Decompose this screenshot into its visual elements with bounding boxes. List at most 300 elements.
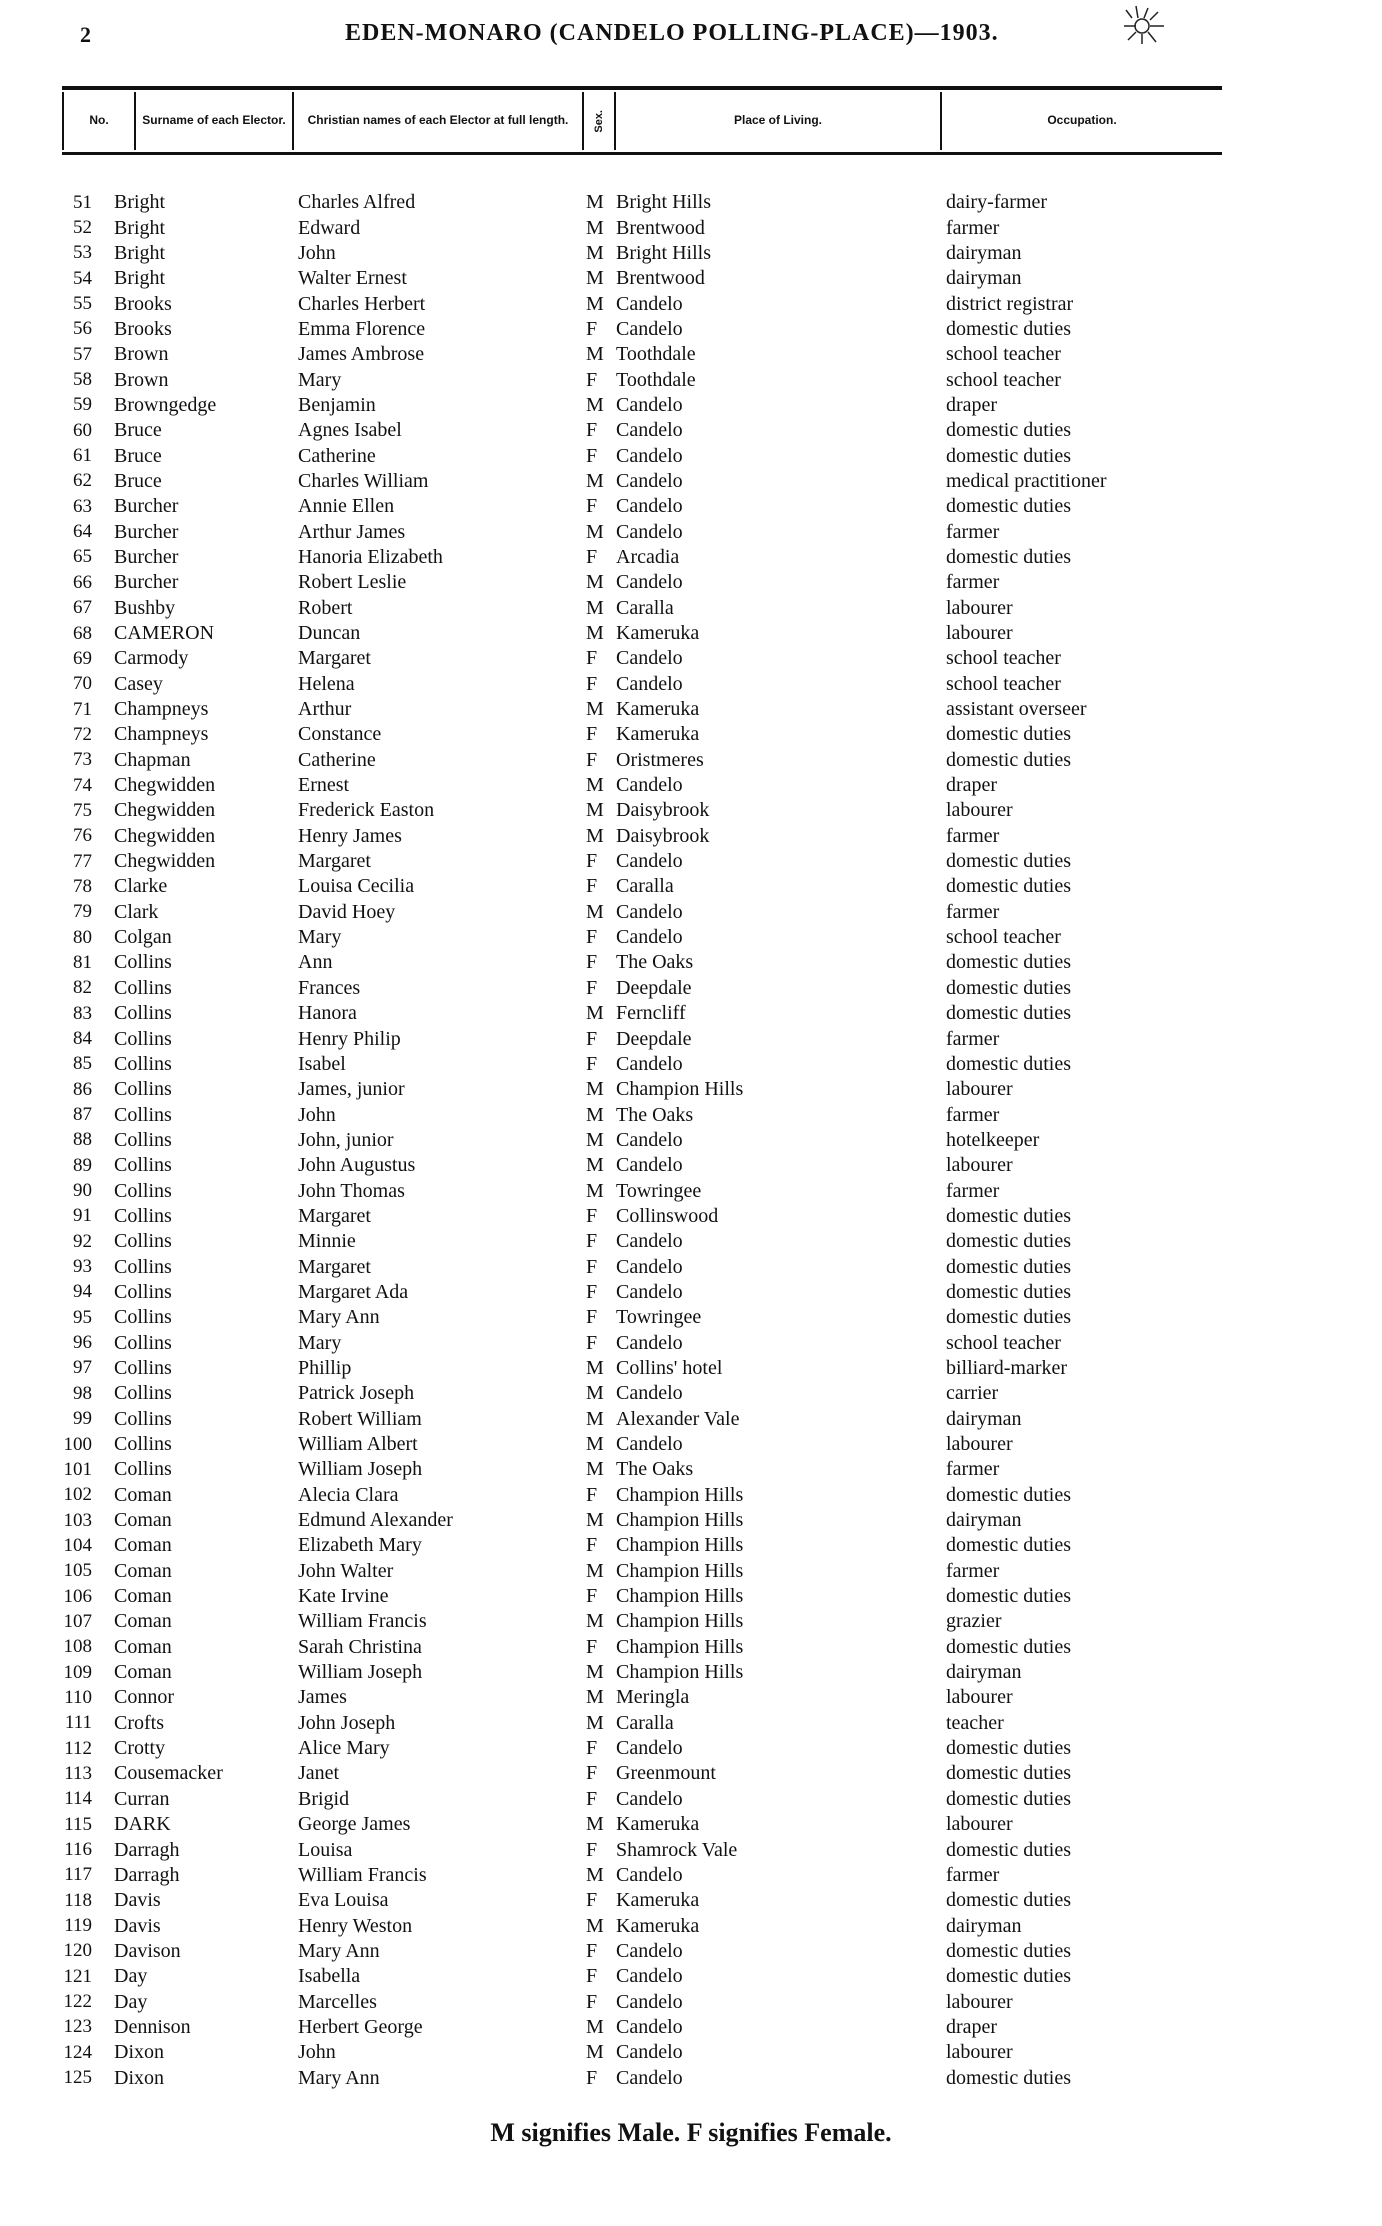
- cell-occupation: domestic duties: [946, 1787, 1071, 1810]
- cell-num: 116: [64, 1839, 92, 1861]
- cell-place: Daisybrook: [616, 824, 710, 847]
- table-row: [62, 1128, 1222, 1153]
- cell-sex: F: [586, 1762, 598, 1785]
- cell-sex: M: [586, 1661, 604, 1684]
- cell-surname: Darragh: [114, 1838, 180, 1861]
- cell-surname: Collins: [114, 1331, 172, 1354]
- cell-christian: Mary: [298, 926, 342, 949]
- cell-surname: Dennison: [114, 2015, 191, 2038]
- cell-surname: Coman: [114, 1661, 172, 1684]
- cell-num: 120: [63, 1940, 92, 1962]
- cell-sex: M: [586, 393, 604, 416]
- cell-place: The Oaks: [616, 1103, 694, 1126]
- cell-christian: Minnie: [298, 1230, 356, 1253]
- table-row: [62, 1204, 1222, 1229]
- cell-place: Candelo: [616, 317, 683, 340]
- cell-christian: Mary Ann: [298, 1306, 380, 1329]
- cell-christian: Mary: [298, 1331, 342, 1354]
- cell-surname: Clarke: [114, 875, 168, 898]
- cell-num: 56: [73, 318, 92, 340]
- cell-surname: Collins: [114, 976, 172, 999]
- cell-christian: Margaret: [298, 1204, 371, 1227]
- cell-sex: F: [586, 951, 598, 974]
- cell-sex: M: [586, 571, 604, 594]
- cell-christian: William Francis: [298, 1610, 427, 1633]
- cell-num: 119: [64, 1915, 92, 1937]
- table-row: [62, 697, 1222, 722]
- cell-occupation: farmer: [946, 1179, 1000, 1202]
- cell-num: 60: [73, 419, 92, 441]
- cell-num: 52: [73, 217, 92, 239]
- cell-sex: M: [586, 799, 604, 822]
- cell-surname: Collins: [114, 1433, 172, 1456]
- cell-place: Kameruka: [616, 698, 700, 721]
- cell-christian: James Ambrose: [298, 343, 425, 366]
- table-row: [62, 773, 1222, 798]
- cell-surname: Burcher: [114, 520, 179, 543]
- cell-num: 100: [63, 1433, 92, 1455]
- cell-occupation: domestic duties: [946, 1230, 1071, 1253]
- cell-place: Champion Hills: [616, 1635, 744, 1658]
- cell-occupation: domestic duties: [946, 1280, 1071, 1303]
- cell-sex: M: [586, 1128, 604, 1151]
- cell-sex: F: [586, 444, 598, 467]
- cell-surname: Crotty: [114, 1737, 166, 1760]
- cell-place: Deepdale: [616, 976, 692, 999]
- cell-occupation: dairyman: [946, 1509, 1022, 1532]
- cell-christian: Benjamin: [298, 393, 376, 416]
- cell-num: 70: [73, 673, 92, 695]
- table-row: [62, 443, 1222, 468]
- cell-place: The Oaks: [616, 951, 694, 974]
- table-row: [62, 1913, 1222, 1938]
- table-row: [62, 1964, 1222, 1989]
- cell-place: Deepdale: [616, 1027, 692, 1050]
- cell-num: 76: [73, 825, 92, 847]
- cell-sex: F: [586, 419, 598, 442]
- cell-sex: F: [586, 748, 598, 771]
- cell-surname: Champneys: [114, 698, 209, 721]
- cell-sex: F: [586, 1838, 598, 1861]
- cell-surname: Dixon: [114, 2041, 164, 2064]
- cell-surname: Dixon: [114, 2066, 164, 2089]
- cell-surname: Collins: [114, 1255, 172, 1278]
- cell-surname: Brown: [114, 368, 169, 391]
- cell-christian: Henry Philip: [298, 1027, 401, 1050]
- cell-sex: F: [586, 850, 598, 873]
- cell-surname: Collins: [114, 1103, 172, 1126]
- cell-num: 58: [73, 369, 92, 391]
- cell-christian: Herbert George: [298, 2015, 423, 2038]
- cell-num: 114: [64, 1788, 92, 1810]
- cell-christian: Charles Herbert: [298, 292, 426, 315]
- cell-occupation: draper: [946, 393, 998, 416]
- cell-sex: F: [586, 926, 598, 949]
- cell-christian: Brigid: [298, 1787, 350, 1810]
- cell-occupation: farmer: [946, 1027, 1000, 1050]
- table-row: [62, 2065, 1222, 2090]
- cell-place: Candelo: [616, 1382, 683, 1405]
- cell-surname: Coman: [114, 1534, 172, 1557]
- cell-surname: Carmody: [114, 647, 189, 670]
- cell-place: Candelo: [616, 1787, 683, 1810]
- cell-sex: M: [586, 900, 604, 923]
- cell-surname: Bruce: [114, 469, 162, 492]
- table-row: [62, 1736, 1222, 1761]
- cell-christian: Sarah Christina: [298, 1635, 422, 1658]
- cell-surname: Bright: [114, 216, 166, 239]
- cell-sex: M: [586, 1103, 604, 1126]
- cell-num: 90: [73, 1180, 92, 1202]
- cell-place: Daisybrook: [616, 799, 710, 822]
- cell-christian: William Joseph: [298, 1661, 423, 1684]
- cell-sex: M: [586, 241, 604, 264]
- cell-sex: F: [586, 1635, 598, 1658]
- cell-christian: James, junior: [298, 1078, 405, 1101]
- cell-occupation: domestic duties: [946, 1306, 1071, 1329]
- cell-place: Candelo: [616, 900, 683, 923]
- cell-sex: M: [586, 698, 604, 721]
- cell-num: 74: [73, 774, 92, 796]
- cell-place: Oristmeres: [616, 748, 704, 771]
- cell-place: Candelo: [616, 393, 683, 416]
- cell-surname: Curran: [114, 1787, 170, 1810]
- cell-occupation: domestic duties: [946, 2066, 1071, 2089]
- cell-surname: Chegwidden: [114, 824, 216, 847]
- cell-surname: Darragh: [114, 1863, 180, 1886]
- cell-place: Candelo: [616, 469, 683, 492]
- cell-sex: F: [586, 723, 598, 746]
- cell-num: 109: [63, 1661, 92, 1683]
- cell-occupation: domestic duties: [946, 1204, 1071, 1227]
- cell-sex: M: [586, 1610, 604, 1633]
- table-row: [62, 1660, 1222, 1685]
- cell-num: 81: [73, 951, 92, 973]
- cell-place: Caralla: [616, 596, 674, 619]
- cell-occupation: dairyman: [946, 241, 1022, 264]
- cell-num: 83: [73, 1002, 92, 1024]
- table-row: [62, 1432, 1222, 1457]
- col-header-christian-names: Christian names of each Elector at full length.: [294, 92, 584, 150]
- table-row: [62, 190, 1222, 215]
- cell-occupation: domestic duties: [946, 317, 1071, 340]
- cell-place: Candelo: [616, 2015, 683, 2038]
- table-row: [62, 1787, 1222, 1812]
- table-row: [62, 2040, 1222, 2065]
- page-title: EDEN-MONARO (CANDELO POLLING-PLACE)—1903.: [345, 20, 999, 46]
- cell-num: 72: [73, 723, 92, 745]
- cell-sex: M: [586, 2041, 604, 2064]
- table-row: [62, 976, 1222, 1001]
- cell-num: 91: [73, 1205, 92, 1227]
- cell-sex: M: [586, 1509, 604, 1532]
- cell-num: 78: [73, 875, 92, 897]
- cell-occupation: domestic duties: [946, 1534, 1071, 1557]
- cell-num: 96: [73, 1332, 92, 1354]
- cell-place: Candelo: [616, 1990, 683, 2013]
- cell-sex: F: [586, 875, 598, 898]
- cell-surname: Collins: [114, 1230, 172, 1253]
- cell-surname: Collins: [114, 1382, 172, 1405]
- cell-occupation: farmer: [946, 900, 1000, 923]
- cell-place: Candelo: [616, 1331, 683, 1354]
- cell-surname: Chegwidden: [114, 774, 216, 797]
- cell-place: Champion Hills: [616, 1585, 744, 1608]
- cell-sex: M: [586, 1686, 604, 1709]
- cell-num: 88: [73, 1129, 92, 1151]
- cell-surname: Collins: [114, 1179, 172, 1202]
- cell-sex: M: [586, 1407, 604, 1430]
- cell-surname: Bruce: [114, 419, 162, 442]
- cell-sex: F: [586, 672, 598, 695]
- cell-sex: M: [586, 1914, 604, 1937]
- cell-place: Caralla: [616, 1711, 674, 1734]
- cell-sex: F: [586, 2066, 598, 2089]
- cell-occupation: domestic duties: [946, 1939, 1071, 1962]
- cell-num: 117: [64, 1864, 92, 1886]
- table-row: [62, 1609, 1222, 1634]
- table-row: [62, 1052, 1222, 1077]
- cell-christian: John, junior: [298, 1128, 394, 1151]
- cell-surname: Brooks: [114, 292, 172, 315]
- cell-christian: Emma Florence: [298, 317, 426, 340]
- cell-sex: M: [586, 191, 604, 214]
- cell-place: Candelo: [616, 419, 683, 442]
- cell-sex: M: [586, 1078, 604, 1101]
- col-header-surname: Surname of each Elector.: [136, 92, 294, 150]
- cell-surname: Collins: [114, 1280, 172, 1303]
- cell-surname: Collins: [114, 1306, 172, 1329]
- cell-num: 71: [73, 698, 92, 720]
- cell-place: Collins' hotel: [616, 1356, 723, 1379]
- cell-num: 105: [63, 1560, 92, 1582]
- cell-num: 102: [63, 1484, 92, 1506]
- cell-surname: Collins: [114, 1128, 172, 1151]
- cell-christian: Frederick Easton: [298, 799, 435, 822]
- cell-place: Candelo: [616, 1965, 683, 1988]
- cell-surname: Coman: [114, 1610, 172, 1633]
- cell-surname: Clark: [114, 900, 159, 923]
- cell-christian: Duncan: [298, 622, 361, 645]
- page-number: 2: [80, 22, 91, 47]
- table-row: [62, 1761, 1222, 1786]
- cell-place: Kameruka: [616, 622, 700, 645]
- cell-christian: Mary Ann: [298, 2066, 380, 2089]
- cell-num: 93: [73, 1256, 92, 1278]
- cell-christian: Catherine: [298, 444, 376, 467]
- cell-occupation: labourer: [946, 596, 1013, 619]
- cell-surname: Collins: [114, 1458, 172, 1481]
- cell-num: 125: [63, 2067, 92, 2089]
- cell-num: 92: [73, 1230, 92, 1252]
- cell-occupation: domestic duties: [946, 976, 1071, 999]
- cell-occupation: domestic duties: [946, 1002, 1071, 1025]
- table-row: [62, 1635, 1222, 1660]
- cell-surname: Browngedge: [114, 393, 217, 416]
- cell-christian: Isabella: [298, 1965, 361, 1988]
- cell-place: Champion Hills: [616, 1661, 744, 1684]
- cell-occupation: labourer: [946, 1078, 1013, 1101]
- cell-place: Candelo: [616, 850, 683, 873]
- cell-christian: John: [298, 241, 336, 264]
- cell-num: 64: [73, 521, 92, 543]
- cell-place: Toothdale: [616, 343, 696, 366]
- cell-occupation: district registrar: [946, 292, 1074, 315]
- table-row: [62, 545, 1222, 570]
- cell-occupation: domestic duties: [946, 1255, 1071, 1278]
- table-row: [62, 570, 1222, 595]
- cell-christian: Marcelles: [298, 1990, 377, 2013]
- cell-num: 97: [73, 1357, 92, 1379]
- cell-sex: M: [586, 1559, 604, 1582]
- cell-occupation: labourer: [946, 2041, 1013, 2064]
- cell-surname: Collins: [114, 1154, 172, 1177]
- cell-occupation: school teacher: [946, 926, 1061, 949]
- cell-surname: Collins: [114, 1052, 172, 1075]
- cell-num: 73: [73, 749, 92, 771]
- cell-occupation: dairyman: [946, 1914, 1022, 1937]
- cell-christian: Mary Ann: [298, 1939, 380, 1962]
- cell-occupation: labourer: [946, 1686, 1013, 1709]
- cell-christian: Catherine: [298, 748, 376, 771]
- cell-surname: Champneys: [114, 723, 209, 746]
- cell-sex: F: [586, 1255, 598, 1278]
- cell-place: Champion Hills: [616, 1078, 744, 1101]
- cell-place: Bright Hills: [616, 241, 712, 264]
- cell-sex: F: [586, 1052, 598, 1075]
- cell-place: Kameruka: [616, 1813, 700, 1836]
- table-row: [62, 1102, 1222, 1127]
- cell-occupation: farmer: [946, 520, 1000, 543]
- cell-sex: M: [586, 1356, 604, 1379]
- cell-place: Brentwood: [616, 216, 705, 239]
- table-row: [62, 646, 1222, 671]
- cell-christian: Annie Ellen: [298, 495, 395, 518]
- cell-occupation: domestic duties: [946, 1585, 1071, 1608]
- cell-surname: Crofts: [114, 1711, 164, 1734]
- cell-surname: Connor: [114, 1686, 174, 1709]
- table-row: [62, 519, 1222, 544]
- cell-place: The Oaks: [616, 1458, 694, 1481]
- cell-surname: Chapman: [114, 748, 191, 771]
- cell-sex: M: [586, 1863, 604, 1886]
- cell-sex: F: [586, 1965, 598, 1988]
- cell-occupation: domestic duties: [946, 1965, 1071, 1988]
- cell-sex: M: [586, 2015, 604, 2038]
- cell-occupation: farmer: [946, 216, 1000, 239]
- cell-occupation: hotelkeeper: [946, 1128, 1040, 1151]
- table-row: [62, 1153, 1222, 1178]
- cell-sex: F: [586, 1331, 598, 1354]
- cell-occupation: school teacher: [946, 672, 1061, 695]
- cell-occupation: draper: [946, 774, 998, 797]
- cell-christian: John Augustus: [298, 1154, 416, 1177]
- cell-occupation: medical practitioner: [946, 469, 1107, 492]
- cell-place: Candelo: [616, 1433, 683, 1456]
- cell-sex: M: [586, 824, 604, 847]
- table-row: [62, 241, 1222, 266]
- cell-christian: Eva Louisa: [298, 1889, 389, 1912]
- cell-occupation: domestic duties: [946, 850, 1071, 873]
- table-row: [62, 1356, 1222, 1381]
- cell-place: Champion Hills: [616, 1509, 744, 1532]
- cell-christian: Mary: [298, 368, 342, 391]
- cell-place: Greenmount: [616, 1762, 716, 1785]
- cell-place: Candelo: [616, 495, 683, 518]
- cell-sex: F: [586, 1306, 598, 1329]
- header-rule-bottom: [62, 152, 1222, 155]
- col-header-no: No.: [62, 92, 136, 150]
- cell-christian: Henry Weston: [298, 1914, 413, 1937]
- cell-place: Candelo: [616, 2041, 683, 2064]
- table-row: [62, 900, 1222, 925]
- table-row: [62, 1305, 1222, 1330]
- table-row: [62, 1685, 1222, 1710]
- cell-christian: Agnes Isabel: [298, 419, 402, 442]
- cell-num: 80: [73, 926, 92, 948]
- cell-christian: Isabel: [298, 1052, 346, 1075]
- table-row: [62, 849, 1222, 874]
- cell-num: 57: [73, 343, 92, 365]
- cell-place: Candelo: [616, 1128, 683, 1151]
- cell-place: Candelo: [616, 1939, 683, 1962]
- cell-surname: Brown: [114, 343, 169, 366]
- cell-christian: Louisa Cecilia: [298, 875, 415, 898]
- cell-sex: M: [586, 1382, 604, 1405]
- cell-place: Candelo: [616, 292, 683, 315]
- cell-sex: F: [586, 317, 598, 340]
- cell-num: 101: [63, 1458, 92, 1480]
- cell-occupation: school teacher: [946, 368, 1061, 391]
- table-row: [62, 1229, 1222, 1254]
- cell-surname: CAMERON: [114, 622, 215, 645]
- table-row: [62, 1381, 1222, 1406]
- cell-sex: M: [586, 1002, 604, 1025]
- cell-place: Champion Hills: [616, 1559, 744, 1582]
- cell-occupation: labourer: [946, 1990, 1013, 2013]
- cell-sex: F: [586, 1204, 598, 1227]
- table-row: [62, 1533, 1222, 1558]
- cell-sex: F: [586, 1939, 598, 1962]
- cell-num: 59: [73, 394, 92, 416]
- cell-place: Candelo: [616, 647, 683, 670]
- cell-christian: Margaret Ada: [298, 1280, 409, 1303]
- cell-christian: Patrick Joseph: [298, 1382, 415, 1405]
- cell-occupation: dairy-farmer: [946, 191, 1048, 214]
- cell-christian: John Walter: [298, 1559, 394, 1582]
- cell-place: Shamrock Vale: [616, 1838, 738, 1861]
- cell-place: Arcadia: [616, 545, 680, 568]
- table-row: [62, 2015, 1222, 2040]
- table-row: [62, 1711, 1222, 1736]
- table-row: [62, 1888, 1222, 1913]
- cell-num: 67: [73, 597, 92, 619]
- table-row: [62, 672, 1222, 697]
- cell-sex: F: [586, 1585, 598, 1608]
- cell-christian: George James: [298, 1813, 411, 1836]
- cell-place: Candelo: [616, 672, 683, 695]
- cell-num: 85: [73, 1053, 92, 1075]
- cell-sex: F: [586, 1534, 598, 1557]
- cell-occupation: domestic duties: [946, 545, 1071, 568]
- cell-sex: M: [586, 1433, 604, 1456]
- cell-sex: F: [586, 495, 598, 518]
- cell-christian: Margaret: [298, 1255, 371, 1278]
- cell-occupation: dairyman: [946, 1661, 1022, 1684]
- cell-sex: F: [586, 1230, 598, 1253]
- cell-christian: Robert Leslie: [298, 571, 407, 594]
- cell-christian: Margaret: [298, 647, 371, 670]
